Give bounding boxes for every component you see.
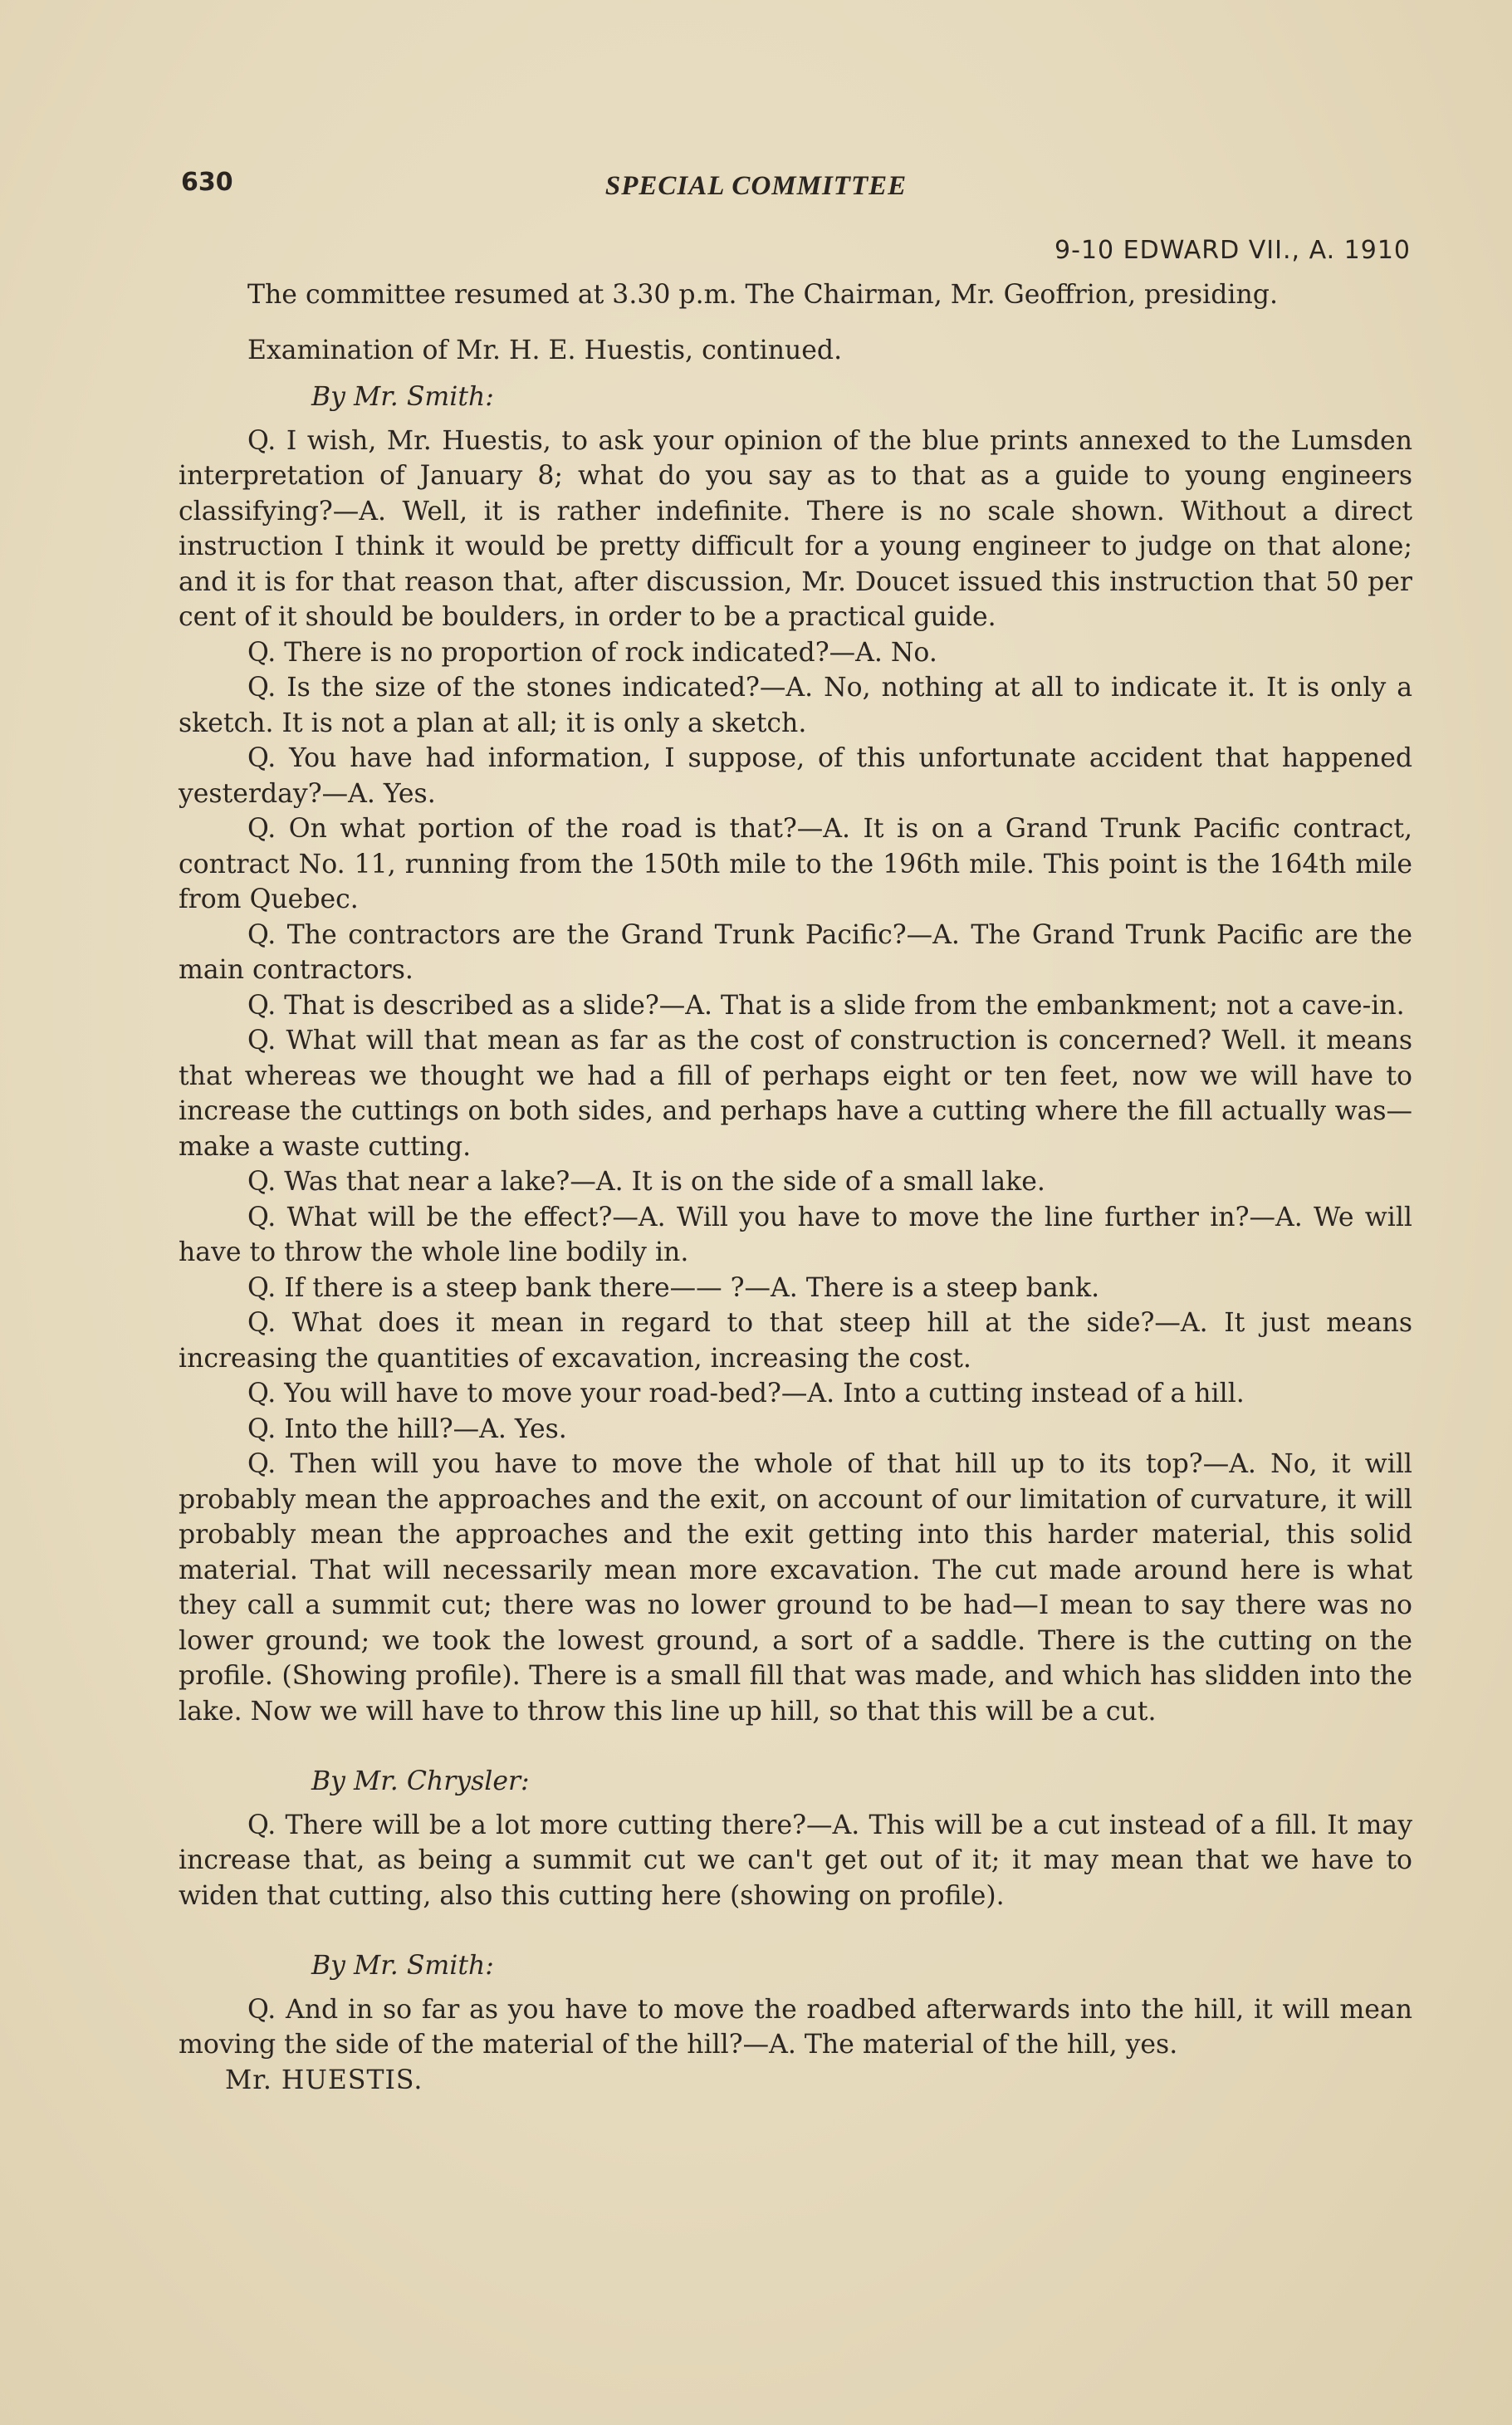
speaker-heading: By Mr. Smith: [311,382,494,412]
speaker-heading: By Mr. Smith: [311,1951,494,1981]
qa-paragraph: Q. What will be the effect?—A. Will you have to move the line further in?—A. We will have to throw the whole line bodily in. [179,1202,1412,1267]
speaker-heading: By Mr. Chrysler: [311,1766,530,1796]
qa-paragraph: Q. Is the size of the stones indicated?—A. No, nothing at all to indicate it. It is only a sketch. It is not a plan at all; it is only a sketch. [179,673,1412,738]
running-head: SPECIAL COMMITTEE [604,171,908,201]
qa-paragraph: Q. The contractors are the Grand Trunk Pacific?—A. The Grand Trunk Pacific are the main contractors. [179,919,1412,985]
qa-paragraph: Q. What does it mean in regard to that steep hill at the side?—A. It just means increasing the quantities of excavation, increasing the cost. [179,1308,1412,1374]
document-body [179,277,1412,2098]
qa-paragraph: Q. Into the hill?—A. Yes. [247,1413,567,1444]
qa-paragraph: Q. There is no proportion of rock indicated?—A. No. [247,637,937,668]
session-reference: 9-10 EDWARD VII., A. 1910 [1054,236,1411,265]
qa-paragraph: Q. There will be a lot more cutting there?—A. This will be a cut instead of a fill. It may increase that, as being a summit cut we can't get out of it; it may mean that we have to widen that cutting, also this cutting here (showing on profile). [179,1810,1412,1911]
examination-statement: Examination of Mr. H. E. Huestis, continued. [247,335,843,365]
qa-paragraph: Q. Then will you have to move the whole of that hill up to its top?—A. No, it will probably mean the approaches and the exit, on account of our limitation of curvature, it will probably mean the approaches and the exit getting into this harder material, this solid material. That will necessarily mean more excavation. The cut made around here is what they call a summit cut; there was no lower ground to be had—I mean to say there was no lower ground; we took the lowest ground, a sort of a saddle. There is the cutting on the profile. (Showing profile). There is a small fill that was made, and which has slidden into the lake. Now we will have to throw this line up hill, so that this will be a cut. [179,1449,1412,1727]
qa-paragraph: Q. You have had information, I suppose, of this unfortunate accident that happened yesterday?—A. Yes. [179,743,1412,809]
qa-paragraph: Q. If there is a steep bank there—— ?—A. There is a steep bank. [247,1272,1100,1303]
qa-paragraph: Q. On what portion of the road is that?—A. It is on a Grand Trunk Pacific contract, contract No. 11, running from the 150th mile to the 196th mile. This point is the 164th mile from Quebec. [179,814,1412,914]
qa-paragraph: Q. And in so far as you have to move the roadbed afterwards into the hill, it will mean moving the side of the material of the hill?—A. The material of the hill, yes. [179,1994,1412,2060]
qa-paragraph: Q. I wish, Mr. Huestis, to ask your opinion of the blue prints annexed to the Lumsden interpretation of January 8; what do you say as to that as a guide to young engineers classifying?—A. Well, it is rather indefinite. There is no scale shown. Without a direct instruction I think it would be pretty difficult for a young engineer to judge on that alone; and it is for that reason that, after discussion, Mr. Doucet issued this instruction that 50 per cent of it should be boulders, in order to be a practical guide. [179,425,1412,632]
resumed-statement: The committee resumed at 3.30 p.m. The Chairman, Mr. Geoffrion, presiding. [247,280,1278,310]
qa-paragraph: Q. Was that near a lake?—A. It is on the side of a small lake. [247,1167,1045,1197]
witness-name: Mr. HUESTIS. [225,2065,423,2095]
qa-paragraph: Q. You will have to move your road-bed?—A. Into a cutting instead of a hill. [247,1379,1245,1408]
qa-paragraph: Q. That is described as a slide?—A. That is a slide from the embankment; not a cave-in. [247,990,1405,1021]
qa-paragraph: Q. What will that mean as far as the cost of construction is concerned? Well. it means that whereas we thought we had a fill of perhaps eight or ten feet, now we will have to increase the cuttings on both sides, and perhaps have a cutting where the fill actually was—make a waste cutting. [179,1026,1412,1162]
page-number: 630 [181,168,233,197]
